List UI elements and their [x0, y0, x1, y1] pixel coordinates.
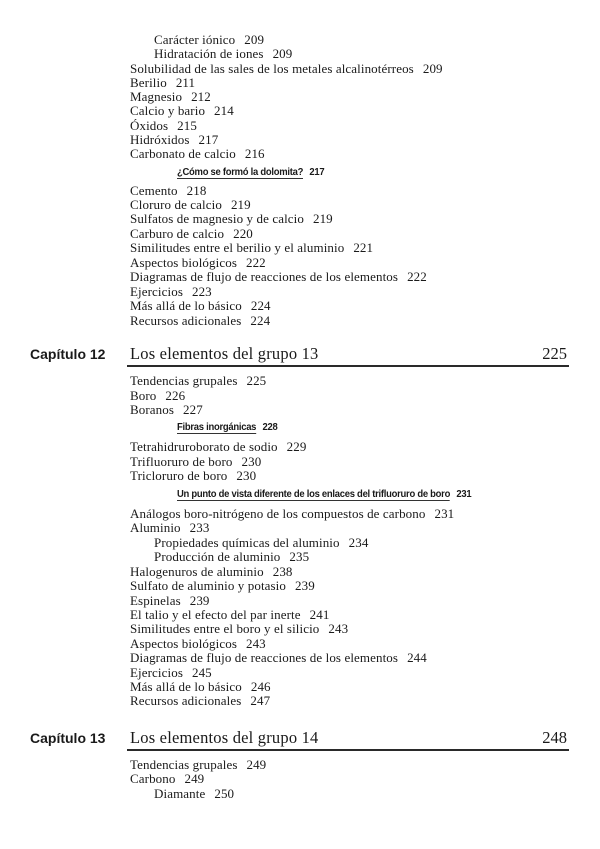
toc-entry: Propiedades químicas del aluminio 234 [154, 535, 369, 550]
toc-entry: Óxidos 215 [130, 118, 197, 133]
toc-entry: Aspectos biológicos 243 [130, 636, 266, 651]
feature-box-title: ¿Cómo se formó la dolomita? [177, 166, 304, 178]
feature-box-page: 217 [309, 166, 325, 178]
toc-entry: Carácter iónico 209 [154, 32, 265, 47]
toc-entry: Más allá de lo básico 246 [130, 679, 271, 694]
toc-entry: Hidratación de iones 209 [154, 46, 293, 61]
toc-entry: Solubilidad de las sales de los metales alcalinotérreos 209 [130, 61, 443, 76]
toc-entry: Ejercicios 245 [130, 665, 212, 680]
toc-entry: El talio y el efecto del par inerte 241 [130, 607, 330, 622]
toc-entry: Magnesio 212 [130, 89, 211, 104]
toc-entry: Ejercicios 223 [130, 284, 212, 299]
chapter-13-rule [127, 749, 569, 751]
chapter-13-label: Capítulo 13 [30, 730, 106, 746]
toc-entry: Diamante 250 [154, 786, 235, 801]
toc-entry: Calcio y bario 214 [130, 103, 234, 118]
toc-entry: Tendencias grupales 249 [130, 757, 267, 772]
toc-entry: Sulfatos de magnesio y de calcio 219 [130, 211, 333, 226]
toc-entry: Tendencias grupales 225 [130, 373, 267, 388]
chapter-12-rule [127, 365, 569, 367]
feature-box-entry [177, 166, 324, 179]
toc-entry: Berilio 211 [130, 75, 196, 90]
chapter-13-page: 248 [542, 728, 567, 747]
toc-entry: Tetrahidruroborato de sodio 229 [130, 439, 307, 454]
toc-entry: Cloruro de calcio 219 [130, 197, 251, 212]
feature-box-title: Un punto de vista diferente de los enlaces del trifluoruro de boro [177, 488, 451, 500]
toc-entry: Carburo de calcio 220 [130, 226, 253, 241]
toc-entry: Aluminio 233 [130, 520, 210, 535]
toc-entry: Producción de aluminio 235 [154, 549, 310, 564]
toc-entry: Tricloruro de boro 230 [130, 468, 257, 483]
feature-box-title: Fibras inorgánicas [177, 421, 257, 433]
toc-entry: Recursos adicionales 224 [130, 313, 271, 328]
chapter-12-page: 225 [542, 344, 567, 363]
feature-box-entry [177, 421, 277, 434]
chapter-12-label: Capítulo 12 [30, 346, 106, 362]
toc-entry: Cemento 218 [130, 183, 207, 198]
toc-entry: Similitudes entre el berilio y el aluminio 221 [130, 240, 374, 255]
feature-box-page: 231 [456, 488, 472, 500]
toc-entry: Diagramas de flujo de reacciones de los elementos 222 [130, 269, 427, 284]
toc-entry: Halogenuros de aluminio 238 [130, 564, 293, 579]
toc-entry: Carbonato de calcio 216 [130, 146, 265, 161]
toc-entry: Trifluoruro de boro 230 [130, 454, 262, 469]
toc-entry: Boro 226 [130, 388, 186, 403]
toc-entry: Boranos 227 [130, 402, 203, 417]
toc-entry: Análogos boro-nitrógeno de los compuestos de carbono 231 [130, 506, 455, 521]
toc-entry: Más allá de lo básico 224 [130, 298, 271, 313]
toc-entry: Diagramas de flujo de reacciones de los elementos 244 [130, 650, 427, 665]
toc-entry: Hidróxidos 217 [130, 132, 219, 147]
toc-entry: Similitudes entre el boro y el silicio 243 [130, 621, 349, 636]
feature-box-entry [177, 488, 471, 501]
chapter-13-title: Los elementos del grupo 14 [130, 728, 319, 747]
toc-entry: Espinelas 239 [130, 593, 210, 608]
toc-entry: Recursos adicionales 247 [130, 693, 271, 708]
toc-entry: Carbono 249 [130, 771, 205, 786]
feature-box-page: 228 [262, 421, 278, 433]
chapter-12-title: Los elementos del grupo 13 [130, 344, 319, 363]
toc-entry: Sulfato de aluminio y potasio 239 [130, 578, 315, 593]
toc-entry: Aspectos biológicos 222 [130, 255, 266, 270]
